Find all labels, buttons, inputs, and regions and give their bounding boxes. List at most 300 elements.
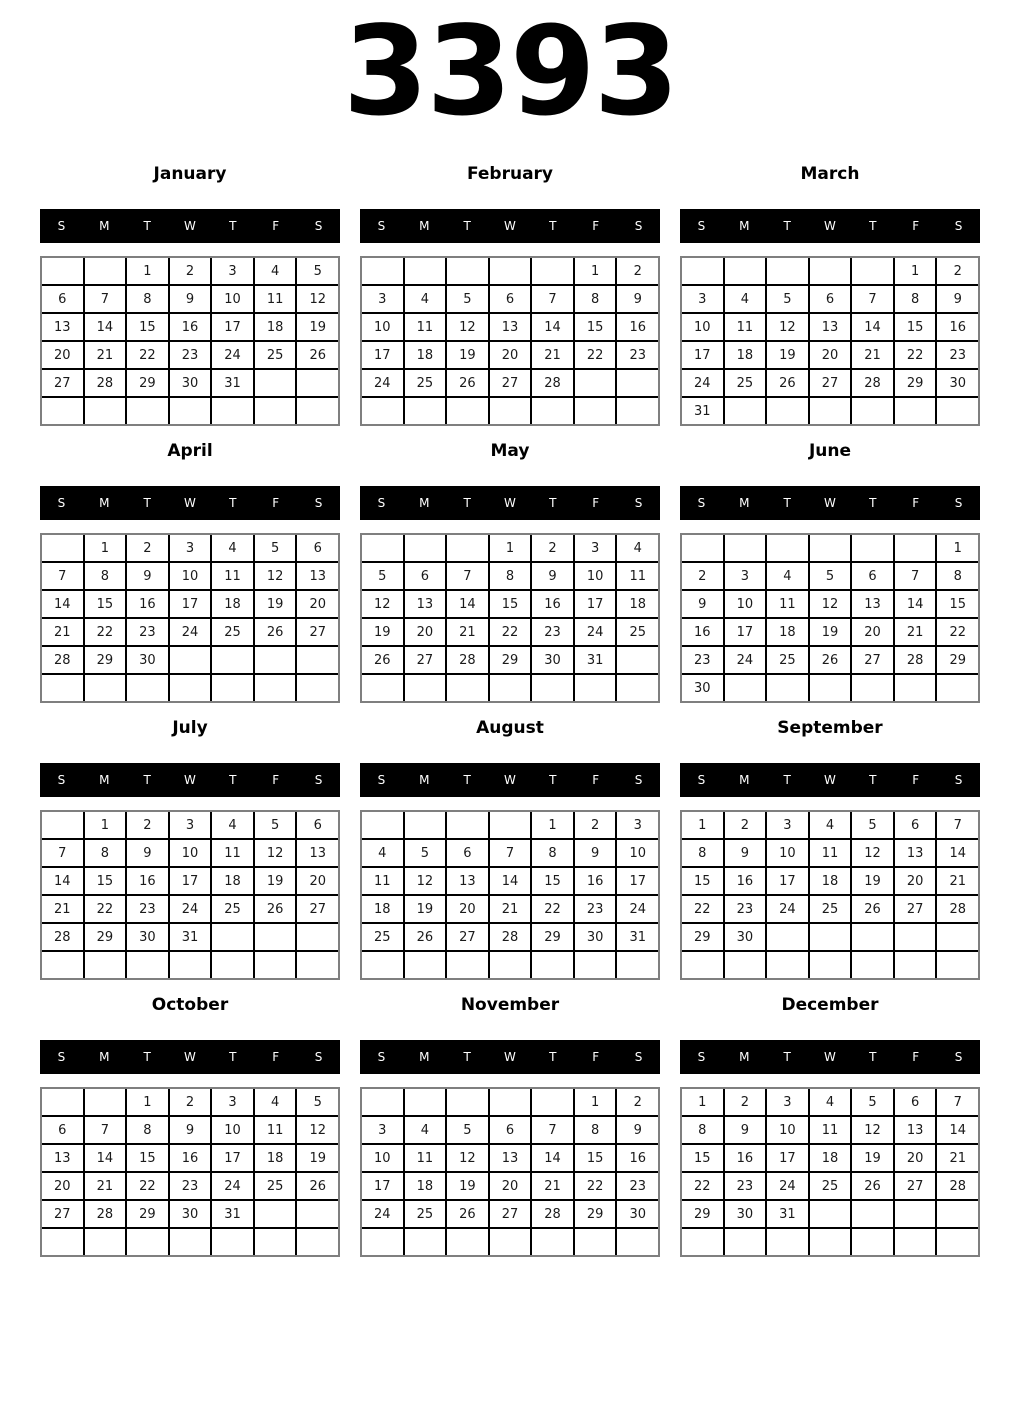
day-cell: 19 — [447, 1173, 488, 1199]
weekday-label: S — [57, 1050, 66, 1064]
year-title: 3393 — [342, 1, 678, 144]
day-cell: 29 — [532, 924, 573, 950]
weekday-label: T — [869, 773, 877, 787]
day-cell: 7 — [937, 1089, 978, 1115]
day-cell: 28 — [937, 896, 978, 922]
month-title: May — [490, 441, 530, 461]
weekday-header-row — [40, 1040, 340, 1074]
empty-day-cell — [810, 675, 851, 701]
day-cell: 4 — [617, 535, 658, 561]
day-cell: 14 — [42, 591, 83, 617]
day-cell: 19 — [810, 619, 851, 645]
empty-day-cell — [682, 258, 723, 284]
empty-day-cell — [532, 1229, 573, 1255]
weekday-label: S — [57, 496, 66, 510]
day-cell: 21 — [42, 896, 83, 922]
empty-day-cell — [767, 258, 808, 284]
day-cell: 24 — [575, 619, 616, 645]
day-cell: 19 — [255, 868, 296, 894]
day-cell: 6 — [490, 286, 531, 312]
day-cell: 3 — [682, 286, 723, 312]
day-grid — [360, 1087, 660, 1257]
empty-day-cell — [617, 647, 658, 673]
day-cell: 22 — [532, 896, 573, 922]
weekday-label: S — [697, 1050, 706, 1064]
day-cell: 16 — [725, 868, 766, 894]
empty-day-cell — [682, 952, 723, 978]
weekday-label: M — [99, 773, 110, 787]
day-cell: 13 — [490, 1145, 531, 1171]
day-cell: 20 — [447, 896, 488, 922]
empty-day-cell — [212, 952, 253, 978]
month-title: October — [151, 995, 229, 1015]
day-cell: 1 — [575, 258, 616, 284]
weekday-label: F — [272, 496, 280, 510]
day-cell: 18 — [212, 868, 253, 894]
day-cell: 8 — [682, 1117, 723, 1143]
day-cell: 12 — [852, 840, 893, 866]
empty-day-cell — [852, 675, 893, 701]
day-cell: 2 — [937, 258, 978, 284]
day-cell: 11 — [405, 1145, 446, 1171]
day-grid — [680, 533, 980, 703]
day-cell: 21 — [85, 342, 126, 368]
day-cell: 28 — [852, 370, 893, 396]
day-grid — [40, 1087, 340, 1257]
weekday-label: W — [184, 1050, 196, 1064]
empty-day-cell — [405, 398, 446, 424]
weekday-header-row — [40, 486, 340, 520]
empty-day-cell — [297, 1229, 338, 1255]
day-cell: 22 — [575, 342, 616, 368]
day-cell: 18 — [405, 1173, 446, 1199]
day-cell: 3 — [575, 535, 616, 561]
empty-day-cell — [852, 1201, 893, 1227]
day-cell: 13 — [447, 868, 488, 894]
empty-day-cell — [127, 1229, 168, 1255]
day-cell: 13 — [42, 1145, 83, 1171]
day-grid — [40, 256, 340, 426]
day-cell: 28 — [895, 647, 936, 673]
day-cell: 15 — [127, 314, 168, 340]
day-cell: 21 — [532, 1173, 573, 1199]
day-cell: 28 — [42, 647, 83, 673]
day-cell: 6 — [42, 1117, 83, 1143]
day-cell: 29 — [127, 1201, 168, 1227]
empty-day-cell — [447, 398, 488, 424]
day-cell: 2 — [725, 1089, 766, 1115]
day-cell: 25 — [362, 924, 403, 950]
day-cell: 15 — [575, 314, 616, 340]
day-cell: 25 — [255, 342, 296, 368]
day-cell: 28 — [937, 1173, 978, 1199]
day-cell: 17 — [575, 591, 616, 617]
day-cell: 9 — [170, 286, 211, 312]
day-cell: 31 — [617, 924, 658, 950]
day-cell: 10 — [362, 314, 403, 340]
day-cell: 10 — [362, 1145, 403, 1171]
empty-day-cell — [810, 924, 851, 950]
day-cell: 27 — [852, 647, 893, 673]
empty-day-cell — [212, 1229, 253, 1255]
day-cell: 8 — [85, 840, 126, 866]
weekday-label: F — [592, 773, 600, 787]
month-block — [40, 718, 340, 980]
empty-day-cell — [405, 812, 446, 838]
day-cell: 31 — [212, 1201, 253, 1227]
day-cell: 29 — [127, 370, 168, 396]
month-block — [680, 995, 980, 1257]
day-cell: 11 — [255, 286, 296, 312]
day-cell: 26 — [852, 896, 893, 922]
day-cell: 16 — [937, 314, 978, 340]
day-cell: 26 — [767, 370, 808, 396]
day-cell: 6 — [490, 1117, 531, 1143]
weekday-label: S — [57, 773, 66, 787]
weekday-label: S — [314, 1050, 323, 1064]
weekday-label: W — [824, 219, 836, 233]
day-cell: 13 — [852, 591, 893, 617]
day-cell: 20 — [895, 868, 936, 894]
weekday-label: M — [739, 1050, 750, 1064]
day-cell: 30 — [575, 924, 616, 950]
empty-day-cell — [937, 1229, 978, 1255]
empty-day-cell — [767, 535, 808, 561]
weekday-label: W — [504, 496, 516, 510]
day-cell: 25 — [212, 896, 253, 922]
day-cell: 8 — [575, 286, 616, 312]
day-cell: 13 — [895, 840, 936, 866]
day-cell: 10 — [170, 840, 211, 866]
day-cell: 2 — [617, 258, 658, 284]
day-cell: 3 — [212, 258, 253, 284]
day-cell: 18 — [725, 342, 766, 368]
empty-day-cell — [362, 1229, 403, 1255]
empty-day-cell — [895, 1229, 936, 1255]
empty-day-cell — [362, 675, 403, 701]
day-cell: 6 — [810, 286, 851, 312]
day-cell: 31 — [170, 924, 211, 950]
day-cell: 10 — [767, 1117, 808, 1143]
day-cell: 3 — [767, 1089, 808, 1115]
day-cell: 11 — [617, 563, 658, 589]
month-title: June — [808, 441, 852, 461]
month-block — [680, 718, 980, 980]
day-cell: 29 — [575, 1201, 616, 1227]
day-cell: 15 — [490, 591, 531, 617]
day-cell: 22 — [127, 342, 168, 368]
month-block — [360, 995, 660, 1257]
day-cell: 19 — [362, 619, 403, 645]
day-cell: 2 — [170, 258, 211, 284]
empty-day-cell — [255, 1201, 296, 1227]
empty-day-cell — [810, 1229, 851, 1255]
day-cell: 5 — [297, 1089, 338, 1115]
weekday-label: F — [592, 1050, 600, 1064]
day-cell: 30 — [617, 1201, 658, 1227]
day-cell: 10 — [725, 591, 766, 617]
day-cell: 15 — [85, 868, 126, 894]
empty-day-cell — [810, 1201, 851, 1227]
day-cell: 8 — [575, 1117, 616, 1143]
empty-day-cell — [937, 924, 978, 950]
empty-day-cell — [362, 952, 403, 978]
day-cell: 23 — [617, 1173, 658, 1199]
weekday-label: S — [57, 219, 66, 233]
day-cell: 27 — [490, 370, 531, 396]
day-cell: 8 — [127, 1117, 168, 1143]
empty-day-cell — [255, 675, 296, 701]
empty-day-cell — [575, 675, 616, 701]
day-cell: 17 — [617, 868, 658, 894]
day-cell: 12 — [810, 591, 851, 617]
day-cell: 20 — [405, 619, 446, 645]
day-cell: 2 — [617, 1089, 658, 1115]
day-cell: 12 — [255, 840, 296, 866]
day-cell: 21 — [532, 342, 573, 368]
empty-day-cell — [42, 535, 83, 561]
day-cell: 8 — [937, 563, 978, 589]
weekday-label: M — [419, 496, 430, 510]
empty-day-cell — [85, 1089, 126, 1115]
day-cell: 22 — [682, 1173, 723, 1199]
day-cell: 13 — [297, 840, 338, 866]
weekday-header-row — [40, 209, 340, 243]
day-cell: 27 — [895, 896, 936, 922]
weekday-label: T — [229, 219, 237, 233]
empty-day-cell — [937, 952, 978, 978]
day-cell: 9 — [170, 1117, 211, 1143]
empty-day-cell — [767, 398, 808, 424]
day-cell: 19 — [767, 342, 808, 368]
empty-day-cell — [490, 258, 531, 284]
day-cell: 12 — [767, 314, 808, 340]
day-cell: 20 — [42, 342, 83, 368]
day-cell: 5 — [297, 258, 338, 284]
day-cell: 23 — [682, 647, 723, 673]
empty-day-cell — [767, 952, 808, 978]
empty-day-cell — [42, 258, 83, 284]
day-cell: 31 — [682, 398, 723, 424]
day-cell: 13 — [42, 314, 83, 340]
weekday-header-row — [680, 763, 980, 797]
empty-day-cell — [767, 924, 808, 950]
day-cell: 21 — [937, 868, 978, 894]
day-cell: 5 — [362, 563, 403, 589]
day-cell: 14 — [85, 314, 126, 340]
day-cell: 12 — [852, 1117, 893, 1143]
day-cell: 15 — [682, 1145, 723, 1171]
day-cell: 2 — [170, 1089, 211, 1115]
empty-day-cell — [127, 675, 168, 701]
day-cell: 10 — [212, 286, 253, 312]
weekday-label: F — [912, 219, 920, 233]
weekday-label: M — [739, 219, 750, 233]
empty-day-cell — [405, 1229, 446, 1255]
weekday-label: M — [739, 496, 750, 510]
weekday-label: S — [377, 1050, 386, 1064]
day-cell: 22 — [490, 619, 531, 645]
weekday-label: T — [463, 219, 471, 233]
empty-day-cell — [725, 1229, 766, 1255]
empty-day-cell — [85, 1229, 126, 1255]
weekday-header-row — [680, 1040, 980, 1074]
month-title: December — [781, 995, 879, 1015]
day-cell: 15 — [895, 314, 936, 340]
day-cell: 24 — [362, 1201, 403, 1227]
day-cell: 1 — [532, 812, 573, 838]
day-cell: 1 — [490, 535, 531, 561]
day-cell: 14 — [42, 868, 83, 894]
empty-day-cell — [447, 1229, 488, 1255]
weekday-label: S — [634, 1050, 643, 1064]
day-cell: 21 — [490, 896, 531, 922]
day-cell: 17 — [767, 868, 808, 894]
day-cell: 14 — [447, 591, 488, 617]
day-cell: 11 — [212, 563, 253, 589]
day-cell: 27 — [490, 1201, 531, 1227]
empty-day-cell — [852, 1229, 893, 1255]
day-cell: 28 — [532, 1201, 573, 1227]
day-cell: 28 — [85, 370, 126, 396]
empty-day-cell — [447, 675, 488, 701]
empty-day-cell — [362, 535, 403, 561]
day-cell: 2 — [532, 535, 573, 561]
day-cell: 27 — [447, 924, 488, 950]
weekday-label: W — [184, 219, 196, 233]
day-cell: 11 — [405, 314, 446, 340]
day-cell: 25 — [810, 1173, 851, 1199]
empty-day-cell — [405, 675, 446, 701]
day-cell: 14 — [490, 868, 531, 894]
month-title: January — [153, 164, 227, 184]
day-cell: 3 — [725, 563, 766, 589]
empty-day-cell — [42, 1089, 83, 1115]
empty-day-cell — [85, 675, 126, 701]
month-title: September — [777, 718, 883, 738]
day-cell: 27 — [405, 647, 446, 673]
day-cell: 23 — [127, 896, 168, 922]
weekday-header-row — [360, 486, 660, 520]
empty-day-cell — [170, 647, 211, 673]
day-cell: 23 — [532, 619, 573, 645]
day-cell: 18 — [810, 1145, 851, 1171]
day-cell: 4 — [255, 258, 296, 284]
day-cell: 16 — [575, 868, 616, 894]
empty-day-cell — [42, 398, 83, 424]
day-cell: 17 — [682, 342, 723, 368]
day-cell: 20 — [297, 591, 338, 617]
empty-day-cell — [810, 398, 851, 424]
day-cell: 15 — [575, 1145, 616, 1171]
day-cell: 29 — [682, 1201, 723, 1227]
day-cell: 31 — [767, 1201, 808, 1227]
weekday-label: T — [143, 219, 151, 233]
day-cell: 13 — [810, 314, 851, 340]
day-cell: 9 — [127, 563, 168, 589]
weekday-label: F — [912, 1050, 920, 1064]
day-cell: 4 — [405, 1117, 446, 1143]
weekday-label: T — [229, 496, 237, 510]
day-cell: 3 — [362, 1117, 403, 1143]
day-cell: 5 — [447, 1117, 488, 1143]
day-grid — [360, 810, 660, 980]
day-grid — [360, 256, 660, 426]
day-cell: 22 — [127, 1173, 168, 1199]
day-cell: 17 — [767, 1145, 808, 1171]
day-cell: 19 — [297, 1145, 338, 1171]
day-cell: 19 — [852, 1145, 893, 1171]
day-cell: 1 — [85, 812, 126, 838]
day-cell: 15 — [937, 591, 978, 617]
day-cell: 7 — [937, 812, 978, 838]
day-cell: 29 — [895, 370, 936, 396]
empty-day-cell — [297, 1201, 338, 1227]
day-cell: 4 — [255, 1089, 296, 1115]
day-cell: 25 — [810, 896, 851, 922]
day-cell: 24 — [767, 896, 808, 922]
day-cell: 22 — [937, 619, 978, 645]
day-cell: 31 — [575, 647, 616, 673]
day-cell: 14 — [532, 314, 573, 340]
day-cell: 21 — [85, 1173, 126, 1199]
day-cell: 6 — [447, 840, 488, 866]
month-block — [360, 441, 660, 703]
empty-day-cell — [895, 398, 936, 424]
empty-day-cell — [682, 1229, 723, 1255]
empty-day-cell — [297, 952, 338, 978]
weekday-label: M — [739, 773, 750, 787]
day-cell: 24 — [767, 1173, 808, 1199]
weekday-label: S — [314, 219, 323, 233]
month-block — [360, 164, 660, 426]
weekday-label: W — [184, 773, 196, 787]
weekday-label: F — [592, 219, 600, 233]
day-cell: 24 — [362, 370, 403, 396]
month-title: March — [800, 164, 860, 184]
day-cell: 23 — [937, 342, 978, 368]
day-cell: 15 — [85, 591, 126, 617]
day-cell: 6 — [895, 1089, 936, 1115]
weekday-label: S — [634, 219, 643, 233]
day-cell: 30 — [532, 647, 573, 673]
weekday-label: F — [272, 219, 280, 233]
empty-day-cell — [170, 952, 211, 978]
day-cell: 27 — [297, 619, 338, 645]
day-cell: 1 — [85, 535, 126, 561]
empty-day-cell — [767, 1229, 808, 1255]
day-cell: 14 — [937, 1117, 978, 1143]
day-cell: 26 — [405, 924, 446, 950]
weekday-label: M — [99, 1050, 110, 1064]
day-cell: 28 — [447, 647, 488, 673]
day-cell: 20 — [490, 342, 531, 368]
weekday-label: S — [697, 773, 706, 787]
day-cell: 11 — [212, 840, 253, 866]
day-cell: 25 — [767, 647, 808, 673]
day-cell: 21 — [852, 342, 893, 368]
empty-day-cell — [42, 812, 83, 838]
day-cell: 29 — [85, 647, 126, 673]
day-grid — [40, 533, 340, 703]
empty-day-cell — [617, 952, 658, 978]
day-cell: 27 — [810, 370, 851, 396]
weekday-label: M — [99, 219, 110, 233]
month-title: July — [172, 718, 208, 738]
weekday-header-row — [680, 486, 980, 520]
empty-day-cell — [297, 675, 338, 701]
day-cell: 19 — [447, 342, 488, 368]
